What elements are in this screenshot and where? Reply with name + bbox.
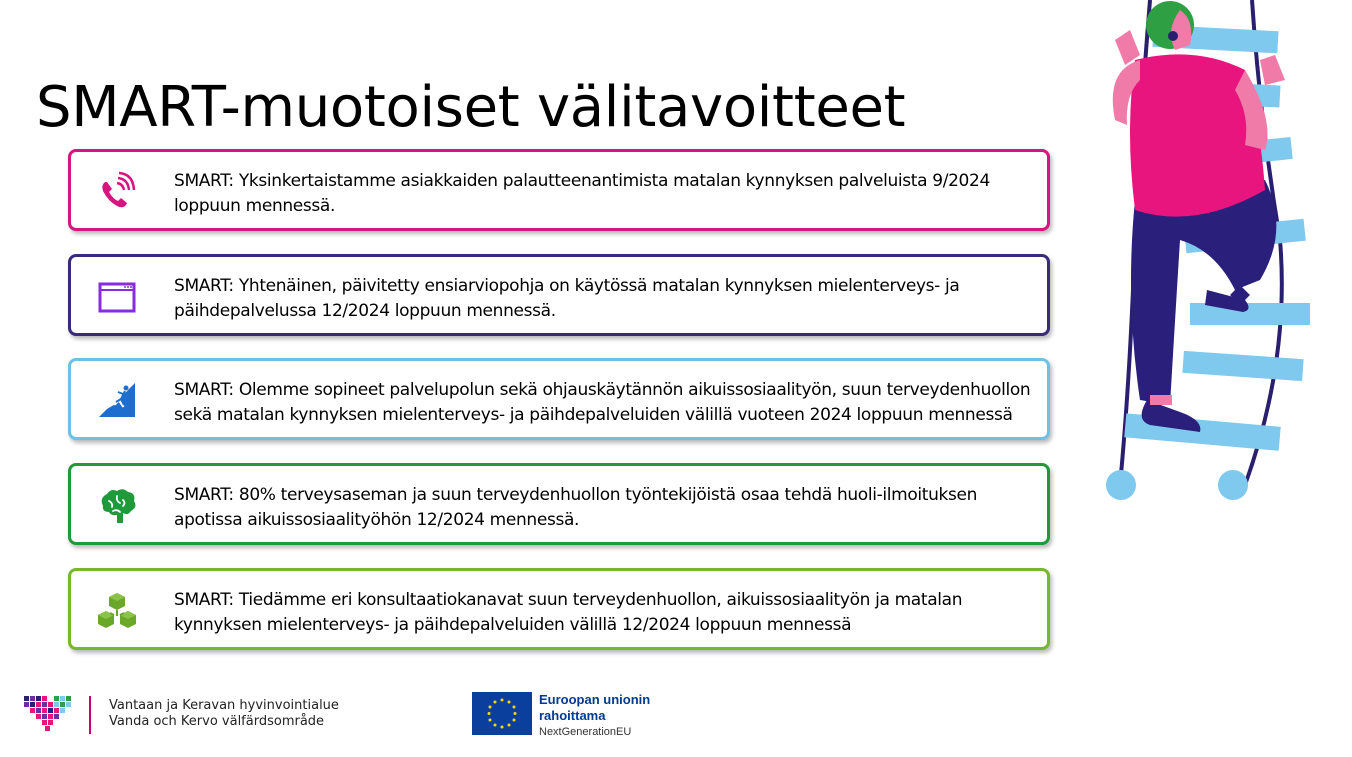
climber-icon xyxy=(95,379,139,423)
org-name-finnish: Vantaan ja Keravan hyvinvointialue xyxy=(109,698,339,713)
eu-program-name: NextGenerationEU xyxy=(539,726,632,738)
goal-card-service-path xyxy=(68,358,1050,440)
browser-window-icon xyxy=(95,275,139,319)
goal-card-consultation xyxy=(68,568,1050,650)
slide-title: SMART-muotoiset välitavoitteet xyxy=(36,75,906,140)
eu-funding-line-2: rahoittama xyxy=(539,708,606,723)
goal-text: SMART: 80% terveysaseman ja suun terveydenhuollon työntekijöistä osaa tehdä huoli-ilmoituksen apotissa aikuissosiaalityöhön 12/2024 mennessä. xyxy=(174,485,978,530)
cubes-icon xyxy=(95,589,139,633)
ladder-climber-illustration xyxy=(1095,0,1320,505)
goal-card-feedback xyxy=(68,149,1050,231)
eu-flag-icon xyxy=(472,692,532,735)
goal-text: SMART: Yhtenäinen, päivitetty ensiarviopohja on käytössä matalan kynnyksen mielenterveys- ja päihdepalvelussa 12/2024 loppuun mennessä. xyxy=(174,276,960,321)
goal-text: SMART: Olemme sopineet palvelupolun sekä ohjauskäytännön aikuissosiaalityön, suun terveydenhuollon sekä matalan kynnyksen mielenterveys- ja päihdepalveluiden välillä vuoteen 2024 loppuun mennessä xyxy=(174,380,1031,425)
footer-divider xyxy=(89,696,91,734)
organization-logo-icon xyxy=(24,692,74,736)
org-name-swedish: Vanda och Kervo välfärdsområde xyxy=(109,714,325,729)
phone-icon xyxy=(95,170,139,214)
brain-icon xyxy=(95,484,139,528)
goal-card-assessment xyxy=(68,254,1050,336)
goal-text: SMART: Tiedämme eri konsultaatiokanavat suun terveydenhuollon, aikuissosiaalityön ja matalan kynnyksen mielenterveys- ja päihdepalveluiden välillä 12/2024 loppuun mennessä xyxy=(174,590,963,635)
goal-text: SMART: Yksinkertaistamme asiakkaiden palautteenantimista matalan kynnyksen palveluista 9/2024 loppuun mennessä. xyxy=(174,171,990,216)
goal-card-training xyxy=(68,463,1050,545)
eu-funding-line-1: Euroopan unionin xyxy=(539,692,651,707)
